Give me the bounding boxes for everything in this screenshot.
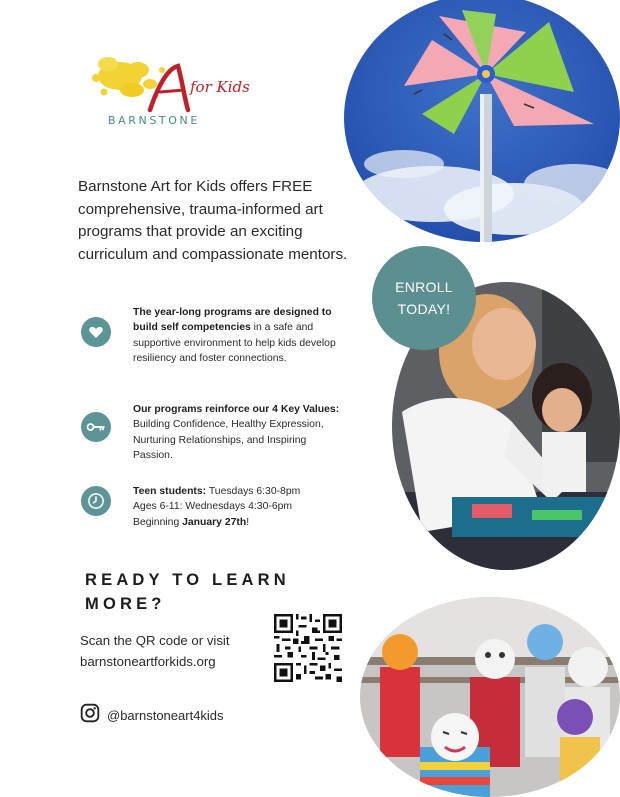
scan-line: Scan the QR code or visit [80, 633, 230, 648]
kids-masks-photo [360, 597, 620, 797]
feature-competencies-text [133, 305, 348, 367]
feature-competencies-body: in a safe and supportive environment to help kids develop resiliency and foster connections. [133, 322, 336, 365]
enroll-line2: TODAY! [397, 301, 451, 317]
feature-key-values [78, 402, 353, 467]
enroll-line1: ENROLL [395, 279, 453, 295]
feature-competencies [78, 305, 353, 390]
instagram-icon [80, 703, 100, 728]
intro-paragraph: Barnstone Art for Kids offers FREE comprehensive, trauma-informed art programs that provide an exciting curriculum and compassionate mentors. [78, 178, 348, 263]
schedule-beginning-suffix: ! [246, 516, 250, 528]
feature-key-values-body: Building Confidence, Healthy Expression, Nurturing Relationships, and Inspiring Passion. [133, 419, 324, 462]
cta-heading-line1: READY TO LEARN [85, 571, 290, 589]
key-icon [81, 412, 111, 442]
instagram-link[interactable] [80, 703, 224, 728]
schedule-beginning-prefix: Beginning [133, 516, 183, 528]
cta-heading [85, 568, 345, 616]
feature-competencies-bold: The year-long programs are designed to build self competencies [133, 307, 332, 334]
enroll-today-badge[interactable] [372, 246, 476, 350]
schedule-beginning-date: January 27th [182, 516, 247, 528]
heart-icon [81, 317, 111, 347]
instagram-handle: @barnstoneart4kids [107, 708, 224, 723]
qr-code[interactable] [274, 614, 342, 682]
logo-brand-name: BARNSTONE [108, 114, 200, 127]
cta-heading-line2: MORE? [85, 595, 166, 613]
scan-instructions [80, 630, 270, 672]
schedule-ages-line: Ages 6-11: Wednesdays 4:30-6pm [133, 501, 293, 513]
feature-schedule-text [133, 484, 348, 530]
logo-for-kids: for Kids [190, 78, 250, 96]
website-link[interactable]: barnstoneartforkids.org [80, 654, 216, 669]
feature-key-values-text [133, 402, 348, 464]
barnstone-logo [78, 40, 258, 135]
feature-schedule [78, 484, 353, 534]
clock-icon [81, 486, 111, 516]
schedule-teen-label: Teen students: [133, 486, 207, 497]
feature-key-values-bold: Our programs reinforce our 4 Key Values: [133, 404, 340, 415]
schedule-teen-time: Tuesdays 6:30-8pm [206, 486, 301, 497]
pinwheel-photo [344, 0, 620, 242]
